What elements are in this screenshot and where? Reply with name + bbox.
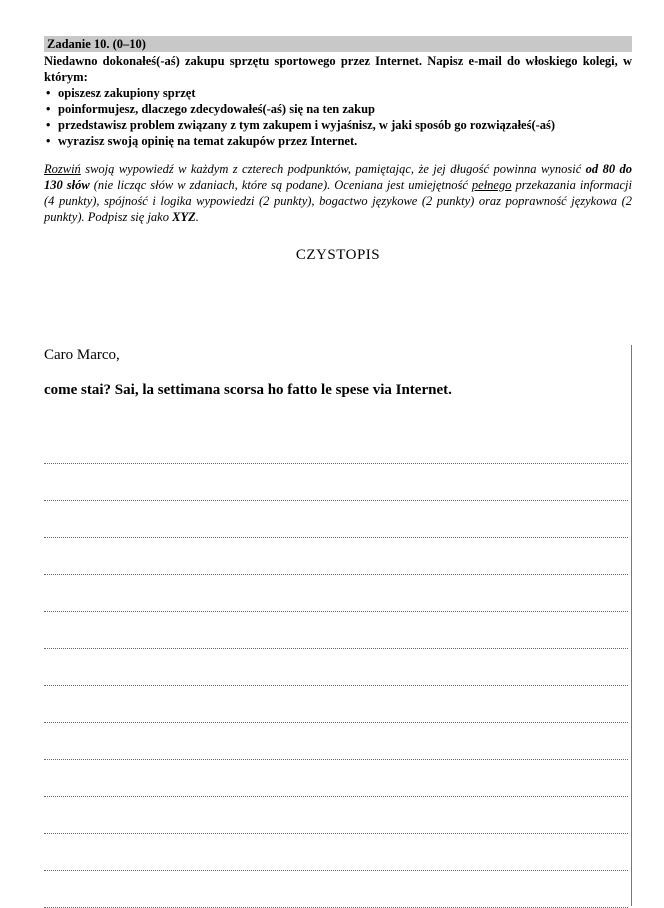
instructions-text: . [195,210,199,224]
writing-area-border [631,345,632,906]
task-bullet [44,85,632,101]
instructions-emphasis: Rozwiń [44,162,81,176]
section-title: CZYSTOPIS [295,247,381,263]
answer-line[interactable] [44,649,628,686]
bullet-text: przedstawisz problem związany z tym zakupem i wyjaśnisz, w jaki sposób go rozwiązałeś(-aś) [58,118,556,132]
signature-requirement: XYZ [172,210,196,224]
answer-lines [44,427,628,908]
bullet-text: poinformujesz, dlaczego zdecydowałeś(-aś) się na ten zakup [58,102,375,116]
answer-line[interactable] [44,871,628,908]
writing-area[interactable] [44,345,632,906]
task-bullet [44,101,632,117]
letter-greeting: Caro Marco, [44,347,120,363]
instructions-text: swoją wypowiedź w każdym z czterech podpunktów, pamiętając, że jej długość powinna wynosić [80,162,586,176]
instructions-text: (nie licząc słów w zdaniach, które są podane). Oceniana jest umiejętność [89,178,472,192]
answer-line[interactable] [44,612,628,649]
answer-line[interactable] [44,427,628,464]
answer-line[interactable] [44,797,628,834]
answer-line[interactable] [44,538,628,575]
answer-line[interactable] [44,760,628,797]
bullet-icon: • [46,118,51,132]
answer-line[interactable] [44,575,628,612]
answer-line[interactable] [44,686,628,723]
bullet-text: wyrazisz swoją opinię na temat zakupów przez Internet. [58,134,358,148]
task-bullet [44,133,632,149]
answer-line[interactable] [44,834,628,871]
answer-line[interactable] [44,464,628,501]
bullet-icon: • [46,86,51,100]
letter-opening: come stai? Sai, la settimana scorsa ho fatto le spese via Internet. [44,382,452,398]
task-section [44,36,632,265]
bullet-icon: • [46,134,51,148]
bullet-text: opiszesz zakupiony sprzęt [58,86,196,100]
instructions-emphasis: pełnego [471,178,512,192]
word-count-requirement: od 80 do 130 słów [44,162,633,192]
instructions-paragraph [44,161,632,225]
task-bullet [44,117,632,133]
answer-line[interactable] [44,501,628,538]
task-bullet-list [44,85,632,149]
task-header: Zadanie 10. (0–10) [44,36,632,52]
answer-line[interactable] [44,723,628,760]
task-intro: Niedawno dokonałeś(-aś) zakupu sprzętu sportowego przez Internet. Napisz e-mail do włoskiego kolegi, w którym: [44,54,632,84]
instructions-text: przekazania informacji (4 punkty), spójność i logika wypowiedzi (2 punkty), bogactwo językowe (2 punkty) oraz poprawność językowa (2 punkty). Podpisz się jako [44,178,632,224]
bullet-icon: • [46,102,51,116]
